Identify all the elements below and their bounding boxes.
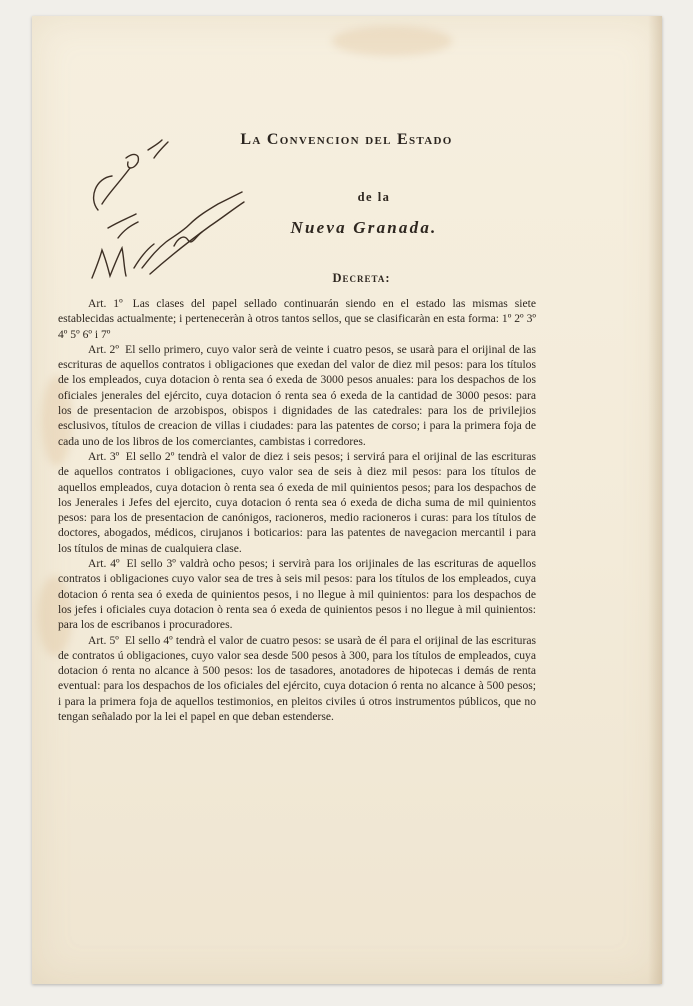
decree-heading: Decreta: [332,271,391,285]
article-text: El sello 4º tendrà el valor de cuatro pesos: se usarà de él para el orijinal de las escrituras de contratos ú obligaciones, cuyo valor sea desde 500 pesos à 300, para los títulos de empleados, cuya dotacion ó renta no alcance à 500 pesos: los de tasadores, anotadores de hipotecas i demás de renta eventual: para los despachos de los oficiales del ejército, cuya dotacion ó renta no alcance à 500 pesos; i para la primera foja de aquellos testimonios, en pleitos civiles ú otros instrumentos públicos, que no tengan señalado por la lei el papel en que deban estenderse. [58,633,536,724]
article-paragraph [58,296,536,342]
article-text: El sello 2º tendrà el valor de diez i seis pesos; i servirá para el orijinal de las escrituras de aquellos contratos i obligaciones, cuyo valor sea de seis à diez mil pesos: para los títulos de aquellos empleados, cuya dotacion ò renta sea ó exeda de mil quinientos pesos; para los despachos de los Jenerales i Jefes del ejercito, cuya dotacion ó renta sea ó exeda de dicha suma de mil quinientos pesos: para los de presentacion de canónigos, racioneros, medio racioneros i curas: para los títulos de doctores, abogados, médicos, cirujanos i boticarios: para las patentes de navegacion mercantil i para los títulos de minas de cualquiera clase. [58,449,537,555]
article-label: Art. 2º [88,342,119,356]
title-subline: de la [357,190,391,204]
article-label: Art. 3º [88,449,120,463]
title-country: Nueva Granada. [290,218,438,237]
article-label: Art. 1º [88,297,123,310]
article-paragraph [58,342,536,449]
decree-body [58,296,536,724]
age-stain [332,26,452,56]
document-title: La Convencion del Estado [240,131,453,148]
article-paragraph [58,633,536,725]
article-text: El sello primero, cuyo valor serà de veinte i cuatro pesos, se usarà para el orijinal de las escrituras de aquellos contratos i obligaciones que exedan del valor de diez mil pesos: para los títulos de los empleados, cuya dotacion ò renta sea ó exeda de 3000 pesos anuales: para los despachos de los oficiales jenerales del ejército, cuya dotacion ó renta sea ó exeda de la cantidad de 3000 pesos: para los de presentacion de arzobispos, obispos i dignidades de las catedrales: para los de privilejios esclusivos, títulos de creacion de villas i ciudades: para las patentes de corso; i para la primera foja de cada uno de los libros de los comerciantes, cambistas i corredores. [58,342,536,448]
article-text: Las clases del papel sellado continuarán siendo en el estado las mismas siete establecidas actualmente; i perteneceràn à otros tantos sellos, que se clasificaràn en esta forma: 1º 2º 3º 4º 5º 6º i 7º [58,297,536,341]
article-text: El sello 3º valdrà ocho pesos; i servirà para los orijinales de las escrituras de aquellos contratos i obligaciones cuyo valor sea de tres à seis mil pesos: para los títulos de los empleados, cuya dotacion ó renta sea ó exeda de quinientos pesos, i no llegue à mil quinientos: para los despachos de los jefes i oficiales cuya dotacion ò renta sea ó exeda de quinientos pesos i no llegue à mil quinientos: para los de escribanos i procuradores. [58,557,536,632]
article-paragraph [58,449,536,556]
article-label: Art. 4º [88,557,120,571]
article-paragraph [58,556,536,632]
article-label: Art. 5º [88,633,119,647]
